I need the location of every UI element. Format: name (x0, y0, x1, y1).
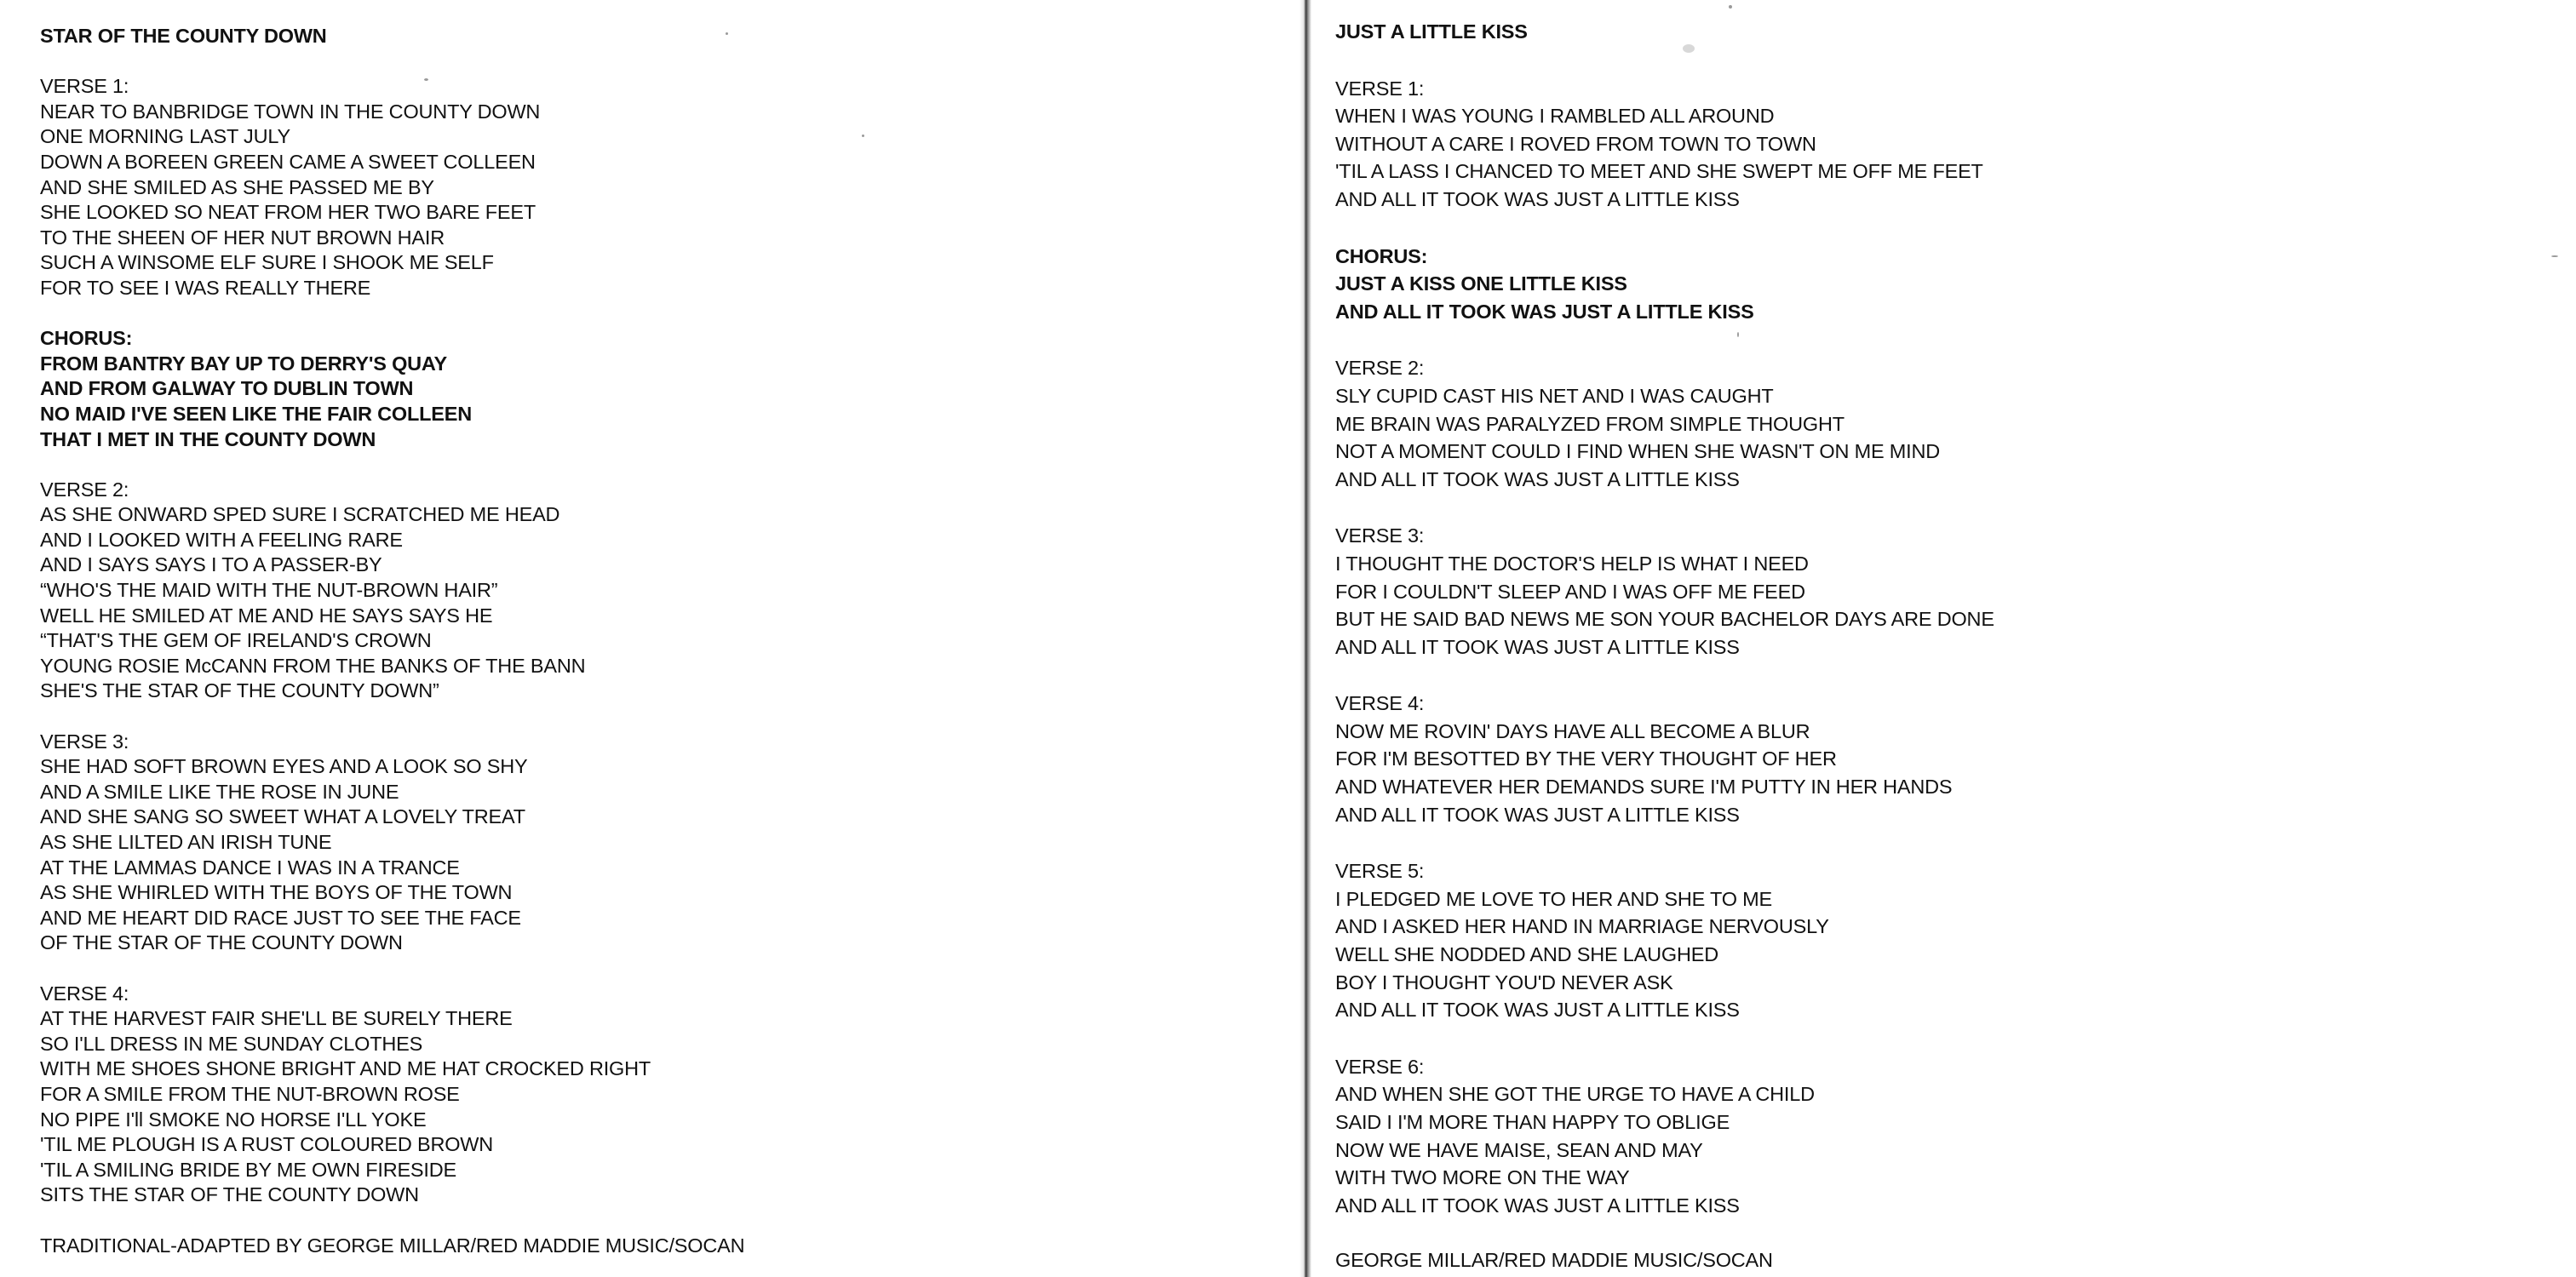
lyric-line: AT THE LAMMAS DANCE I WAS IN A TRANCE (40, 856, 460, 879)
lyrics-column-right (1335, 18, 2544, 1274)
verse-block (40, 730, 1249, 956)
lyric-line: SHE'S THE STAR OF THE COUNTY DOWN” (40, 679, 439, 702)
section-label: VERSE 5: (1335, 860, 1425, 883)
verse-block (1335, 690, 2544, 828)
lyric-line: AND ALL IT TOOK WAS JUST A LITTLE KISS (1335, 300, 1754, 323)
lyric-line: OF THE STAR OF THE COUNTY DOWN (40, 931, 403, 954)
lyric-line: I THOUGHT THE DOCTOR'S HELP IS WHAT I NEED (1335, 552, 1809, 575)
lyric-line: AND ALL IT TOOK WAS JUST A LITTLE KISS (1335, 635, 1740, 658)
lyric-line: AND ALL IT TOOK WAS JUST A LITTLE KISS (1335, 999, 1740, 1022)
lyric-line: WELL SHE NODDED AND SHE LAUGHED (1335, 943, 1718, 966)
lyric-line: AND SHE SANG SO SWEET WHAT A LOVELY TREAT (40, 805, 525, 828)
lyric-line: JUST A KISS ONE LITTLE KISS (1335, 272, 1627, 295)
lyric-line: TO THE SHEEN OF HER NUT BROWN HAIR (40, 226, 445, 249)
lyric-line: I PLEDGED ME LOVE TO HER AND SHE TO ME (1335, 887, 1773, 910)
lyric-line: FOR I COULDN'T SLEEP AND I WAS OFF ME FEED (1335, 580, 1805, 603)
lyric-line: BOY I THOUGHT YOU'D NEVER ASK (1335, 971, 1673, 994)
chorus-block (1335, 243, 2544, 326)
lyric-line: FOR TO SEE I WAS REALLY THERE (40, 276, 371, 299)
lyric-line: AT THE HARVEST FAIR SHE'LL BE SURELY THERE (40, 1007, 513, 1030)
lyric-line: NOW WE HAVE MAISE, SEAN AND MAY (1335, 1138, 1703, 1161)
lyric-line: “THAT'S THE GEM OF IRELAND'S CROWN (40, 629, 432, 652)
lyric-line: AND WHEN SHE GOT THE URGE TO HAVE A CHILD (1335, 1083, 1815, 1106)
lyric-line: NO PIPE I'll SMOKE NO HORSE I'LL YOKE (40, 1108, 427, 1131)
lyric-line: ME BRAIN WAS PARALYZED FROM SIMPLE THOUGHT (1335, 412, 1845, 435)
verse-block (1335, 857, 2544, 1024)
lyric-line: AND ALL IT TOOK WAS JUST A LITTLE KISS (1335, 1194, 1740, 1217)
lyric-line: SHE HAD SOFT BROWN EYES AND A LOOK SO SHY (40, 755, 528, 778)
section-label: VERSE 3: (40, 730, 129, 753)
right-page (1310, 0, 2576, 1277)
section-label: CHORUS: (40, 327, 133, 350)
lyric-line: SAID I I'M MORE THAN HAPPY TO OBLIGE (1335, 1111, 1730, 1133)
lyric-line: AND ALL IT TOOK WAS JUST A LITTLE KISS (1335, 467, 1740, 490)
lyric-line: AND FROM GALWAY TO DUBLIN TOWN (40, 377, 414, 400)
song-credit: GEORGE MILLAR/RED MADDIE MUSIC/SOCAN (1335, 1249, 1773, 1272)
lyric-line: AND I LOOKED WITH A FEELING RARE (40, 528, 403, 551)
lyric-line: YOUNG ROSIE McCANN FROM THE BANKS OF THE BANN (40, 654, 586, 677)
lyric-line: AND A SMILE LIKE THE ROSE IN JUNE (40, 780, 399, 803)
lyric-line: WITH ME SHOES SHONE BRIGHT AND ME HAT CROCKED RIGHT (40, 1057, 651, 1080)
chorus-block (40, 326, 1249, 452)
lyric-line: 'TIL ME PLOUGH IS A RUST COLOURED BROWN (40, 1133, 494, 1156)
lyric-line: ONE MORNING LAST JULY (40, 125, 290, 148)
lyric-line: AND SHE SMILED AS SHE PASSED ME BY (40, 175, 434, 198)
lyric-line: WHEN I WAS YOUNG I RAMBLED ALL AROUND (1335, 105, 1775, 128)
lyric-line: AS SHE ONWARD SPED SURE I SCRATCHED ME HEAD (40, 503, 560, 526)
verse-block (1335, 1053, 2544, 1220)
lyric-line: AND I ASKED HER HAND IN MARRIAGE NERVOUSLY (1335, 915, 1829, 938)
lyric-line: AS SHE LILTED AN IRISH TUNE (40, 831, 332, 853)
lyric-line: NOW ME ROVIN' DAYS HAVE ALL BECOME A BLUR (1335, 719, 1810, 742)
scan-speck (726, 32, 728, 35)
scan-speck (862, 135, 864, 137)
lyric-line: WITHOUT A CARE I ROVED FROM TOWN TO TOWN (1335, 132, 1816, 155)
section-label: VERSE 3: (1335, 524, 1425, 547)
lyric-line: AS SHE WHIRLED WITH THE BOYS OF THE TOWN (40, 881, 513, 904)
lyric-line: AND WHATEVER HER DEMANDS SURE I'M PUTTY IN HER HANDS (1335, 776, 1953, 799)
scan-speck (2551, 255, 2558, 257)
lyric-line: NO MAID I'VE SEEN LIKE THE FAIR COLLEEN (40, 402, 472, 425)
section-label: VERSE 1: (40, 75, 129, 98)
lyric-line: AND ALL IT TOOK WAS JUST A LITTLE KISS (1335, 187, 1740, 210)
scan-speck (1729, 5, 1732, 9)
verse-block (1335, 354, 2544, 493)
lyric-line: WITH TWO MORE ON THE WAY (1335, 1166, 1630, 1189)
lyric-line: NOT A MOMENT COULD I FIND WHEN SHE WASN'T ON ME MIND (1335, 440, 1941, 463)
lyric-line: 'TIL A SMILING BRIDE BY ME OWN FIRESIDE (40, 1158, 456, 1181)
lyric-line: BUT HE SAID BAD NEWS ME SON YOUR BACHELOR DAYS ARE DONE (1335, 608, 1994, 631)
lyric-line: AND ALL IT TOOK WAS JUST A LITTLE KISS (1335, 803, 1740, 826)
section-label: CHORUS: (1335, 244, 1428, 267)
lyric-line: AND ME HEART DID RACE JUST TO SEE THE FACE (40, 906, 521, 929)
section-label: VERSE 6: (1335, 1055, 1425, 1078)
lyric-line: SLY CUPID CAST HIS NET AND I WAS CAUGHT (1335, 384, 1774, 407)
song-credit: TRADITIONAL-ADAPTED BY GEORGE MILLAR/RED MADDIE MUSIC/SOCAN (40, 1234, 745, 1257)
lyric-line: “WHO'S THE MAID WITH THE NUT-BROWN HAIR” (40, 579, 498, 602)
verse-block (1335, 75, 2544, 214)
lyric-line: SO I'LL DRESS IN ME SUNDAY CLOTHES (40, 1032, 423, 1055)
lyric-line: FROM BANTRY BAY UP TO DERRY'S QUAY (40, 352, 448, 375)
lyric-line: SHE LOOKED SO NEAT FROM HER TWO BARE FEET (40, 201, 536, 224)
lyric-line: SUCH A WINSOME ELF SURE I SHOOK ME SELF (40, 251, 494, 274)
lyric-line: NEAR TO BANBRIDGE TOWN IN THE COUNTY DOWN (40, 100, 541, 123)
verse-block (40, 982, 1249, 1208)
lyric-line: DOWN A BOREEN GREEN CAME A SWEET COLLEEN (40, 150, 536, 173)
lyric-line: THAT I MET IN THE COUNTY DOWN (40, 427, 376, 450)
section-label: VERSE 4: (1335, 692, 1425, 715)
lyric-line: 'TIL A LASS I CHANCED TO MEET AND SHE SWEPT ME OFF ME FEET (1335, 160, 1983, 183)
section-label: VERSE 2: (1335, 357, 1425, 380)
lyric-line: AND I SAYS SAYS I TO A PASSER-BY (40, 553, 382, 576)
scan-speck (1737, 332, 1739, 337)
scan-speck (424, 78, 428, 81)
section-label: VERSE 4: (40, 982, 129, 1005)
scan-speck (1683, 44, 1695, 53)
lyric-line: FOR A SMILE FROM THE NUT-BROWN ROSE (40, 1082, 460, 1105)
verse-block (40, 478, 1249, 704)
song-title: JUST A LITTLE KISS (1335, 20, 1528, 43)
song-title: STAR OF THE COUNTY DOWN (40, 25, 327, 47)
lyric-line: WELL HE SMILED AT ME AND HE SAYS SAYS HE (40, 604, 493, 627)
lyrics-column-left (40, 24, 1249, 1258)
lyric-line: SITS THE STAR OF THE COUNTY DOWN (40, 1183, 419, 1206)
verse-block (40, 74, 1249, 301)
verse-block (1335, 522, 2544, 661)
section-label: VERSE 1: (1335, 77, 1425, 100)
section-label: VERSE 2: (40, 478, 129, 501)
lyric-line: FOR I'M BESOTTED BY THE VERY THOUGHT OF HER (1335, 747, 1837, 770)
